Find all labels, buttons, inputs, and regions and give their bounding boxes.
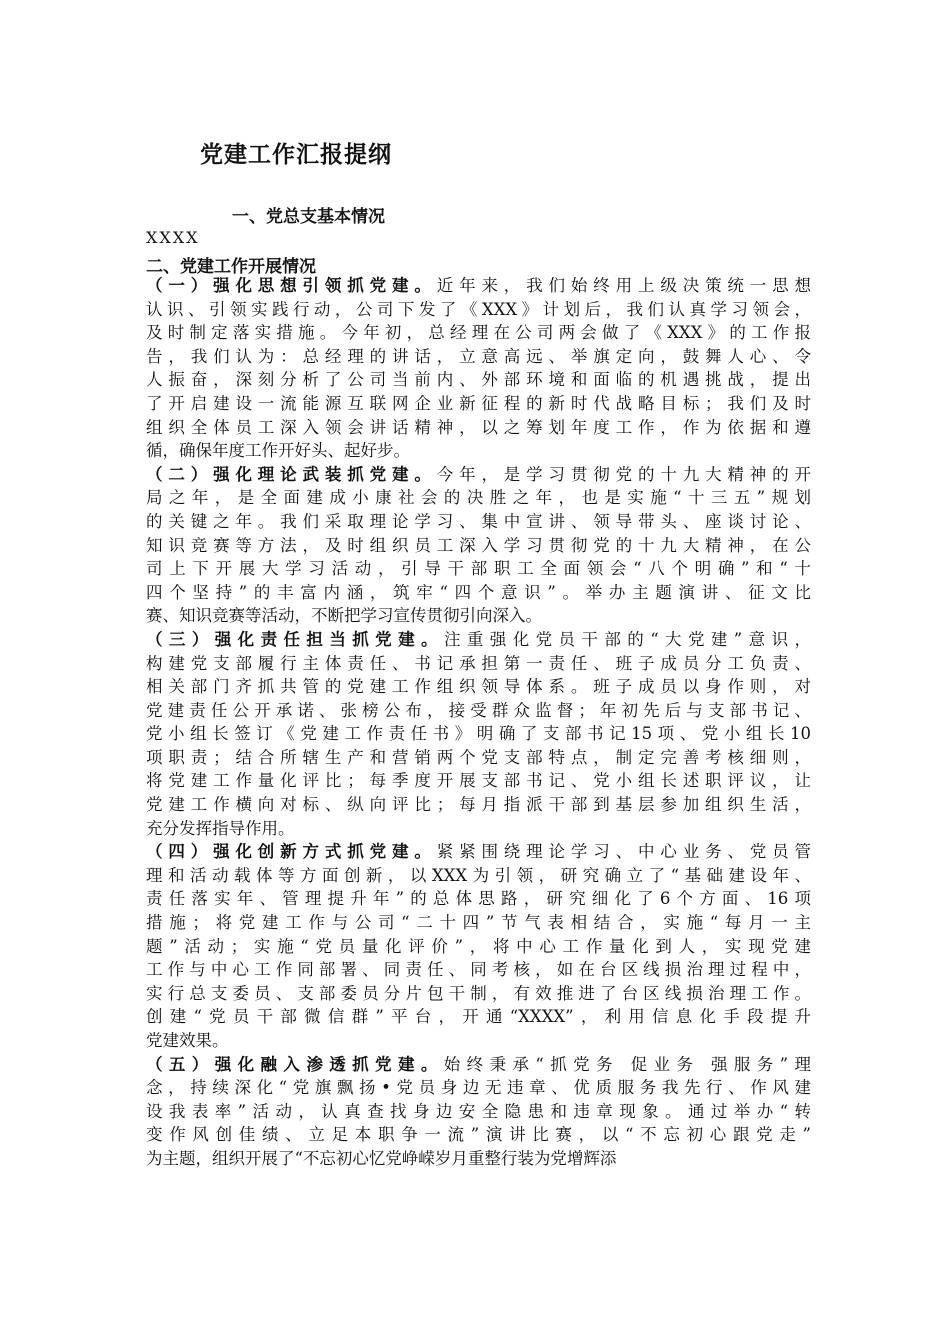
paragraph-line (146, 935, 811, 959)
paragraph-line (146, 840, 811, 864)
paragraph-text: 构建党支部履行主体责任、书记承担第一责任、班子成员分工负责、 (146, 653, 811, 673)
paragraph-line (146, 1076, 811, 1100)
paragraph-line (146, 1123, 811, 1147)
paragraph-text: 责任落实年、管理提升年”的总体思路，研究细化了6个方面、16项 (146, 889, 811, 909)
paragraph-line (146, 864, 811, 888)
paragraph-line (146, 982, 811, 1006)
paragraph-text: 人振奋，深刻分析了公司当前内、外部环境和面临的机遇挑战，提出 (146, 370, 811, 390)
paragraph-line (146, 1029, 811, 1053)
paragraph-text: 设我表率”活动，认真查找身边安全隐患和违章现象。通过举办“转 (146, 1101, 811, 1121)
section-heading-1: 一、党总支基本情况 (232, 207, 385, 227)
paragraph-text: 组织全体员工深入领会讲话精神，以之筹划年度工作，作为依据和遵 (146, 417, 811, 437)
paragraph-line (146, 486, 811, 510)
paragraph-text: 念，持续深化“党旗飘扬•党员身边无违章、优质服务我先行、作风建 (146, 1078, 811, 1098)
paragraph-line (146, 368, 811, 392)
paragraph-line (146, 675, 811, 699)
paragraph-text: 党建效果。 (146, 1031, 229, 1050)
paragraph-text: 变作风创佳绩、立足本职争一流”演讲比赛，以“不忘初心跟党走” (146, 1125, 811, 1145)
paragraph-line (146, 722, 811, 746)
paragraph-text: 的关键之年。我们采取理论学习、集中宣讲、领导带头、座谈讨论、 (146, 511, 811, 531)
paragraph-text: 项职责；结合所辖生产和营销两个党支部特点，制定完善考核细则， (146, 747, 811, 767)
paragraph-line (146, 416, 811, 440)
paragraph-text: 司上下开展大学习活动，引导干部职工全面领会“八个明确”和“十 (146, 559, 811, 579)
paragraph-line (146, 652, 811, 676)
paragraph-line (146, 887, 811, 911)
paragraph-text: 循，确保年度工作开好头、起好步。 (146, 441, 410, 461)
paragraph-text: 赛、知识竞赛等活动，不断把学习宣传贯彻引向深入。 (146, 606, 542, 626)
paragraph-lead: （三）强化责任担当抓党建。 (146, 629, 444, 649)
paragraph-text: 始终秉承“抓党务 促业务 强服务”理 (443, 1054, 811, 1074)
paragraph-text: 实行总支委员、支部委员分片包干制，有效推进了台区线损治理工作。 (146, 983, 811, 1003)
paragraph-lead: （四）强化创新方式抓党建。 (146, 842, 437, 862)
paragraph-line (146, 581, 811, 605)
paragraph-text: 题”活动；实施“党员量化评价”，将中心工作量化到人，实现党建 (146, 936, 811, 956)
paragraph-line (146, 1005, 811, 1029)
paragraph-text: 了开启建设一流能源互联网企业新征程的新时代战略目标；我们及时 (146, 393, 811, 413)
paragraph-text: 相关部门齐抓共管的党建工作组织领导体系。班子成员以身作则，对 (146, 677, 811, 697)
paragraph-text: 近年来，我们始终用上级决策统一思想 (436, 276, 811, 295)
paragraph-lead: （一）强化思想引领抓党建。 (146, 276, 437, 295)
paragraph-lead: （二）强化理论武装抓党建。 (146, 464, 437, 484)
paragraph-line (146, 746, 811, 770)
paragraph-text: 今年，是学习贯彻党的十九大精神的开 (436, 464, 811, 484)
paragraph-text: 四个坚持”的丰富内涵，筑牢“四个意识”。举办主题演讲、征文比 (146, 582, 811, 602)
paragraph-line (146, 769, 811, 793)
paragraph-line (146, 958, 811, 982)
paragraph (146, 840, 811, 1052)
paragraph-text: 为主题，组织开展了“不忘初心忆党峥嵘岁月重整行装为党增辉添 (146, 1148, 617, 1168)
paragraph-line (146, 628, 811, 652)
paragraph-line (146, 534, 811, 558)
paragraph-text: 党建工作横向对标、纵向评比；每月指派干部到基层参加组织生活， (146, 795, 811, 815)
document-title: 党建工作汇报提纲 (200, 142, 392, 168)
paragraph (146, 274, 811, 463)
paragraph-text: 措施；将党建工作与公司“二十四”节气表相结合，实施“每月一主 (146, 913, 811, 933)
paragraph-line (146, 298, 811, 322)
paragraph-text: 紧紧围绕理论学习、中心业务、党员管 (436, 842, 811, 862)
section-heading-2: 二、党建工作开展情况 (146, 257, 316, 277)
section-1-content: XXXX (146, 228, 200, 247)
paragraph-text: 党建责任公开承诺、张榜公布，接受群众监督；年初先后与支部书记、 (146, 700, 811, 720)
paragraph-lead: （五）强化融入渗透抓党建。 (146, 1054, 444, 1074)
paragraph-text: 充分发挥指导作用。 (146, 818, 295, 838)
paragraph-line (146, 510, 811, 534)
paragraph-line (146, 1100, 811, 1124)
paragraph-line (146, 1147, 811, 1171)
paragraph-text: 局之年，是全面建成小康社会的决胜之年，也是实施“十三五”规划 (146, 488, 811, 508)
paragraph-line (146, 463, 811, 487)
paragraph-line (146, 274, 811, 298)
paragraph-text: 注重强化党员干部的“大党建”意识， (443, 629, 811, 649)
paragraph-line (146, 345, 811, 369)
paragraph-text: 工作与中心工作同部署、同责任、同考核，如在台区线损治理过程中， (146, 960, 811, 980)
paragraph-text: 创建“党员干部微信群”平台，开通“XXXX”，利用信息化手段提升 (146, 1007, 811, 1027)
paragraph-line (146, 439, 811, 463)
paragraph-text: 告，我们认为：总经理的讲话，立意高远、举旗定向，鼓舞人心、令 (146, 346, 811, 366)
paragraph-line (146, 321, 811, 345)
paragraph-line (146, 392, 811, 416)
paragraph-text: 党小组长签订《党建工作责任书》明确了支部书记15项、党小组长10 (146, 724, 811, 744)
paragraph-line (146, 699, 811, 723)
paragraph-text: 将党建工作量化评比；每季度开展支部书记、党小组长述职评议，让 (146, 771, 811, 791)
paragraph-line (146, 911, 811, 935)
paragraph-line (146, 1053, 811, 1077)
paragraph-text: 知识竞赛等方法，及时组织员工深入学习贯彻党的十九大精神，在公 (146, 535, 811, 555)
paragraph-line (146, 817, 811, 841)
section-2-body (146, 274, 811, 1171)
paragraph-line (146, 793, 811, 817)
paragraph-text: 及时制定落实措施。今年初，总经理在公司两会做了《XXX》的工作报 (146, 323, 811, 343)
paragraph-text: 认识、引领实践行动，公司下发了《XXX》计划后，我们认真学习领会， (146, 299, 811, 319)
paragraph (146, 628, 811, 840)
paragraph (146, 463, 811, 628)
paragraph-line (146, 557, 811, 581)
paragraph-text: 理和活动载体等方面创新，以XXX为引领，研究确立了“基础建设年、 (146, 865, 811, 885)
paragraph-line (146, 604, 811, 628)
paragraph (146, 1053, 811, 1171)
